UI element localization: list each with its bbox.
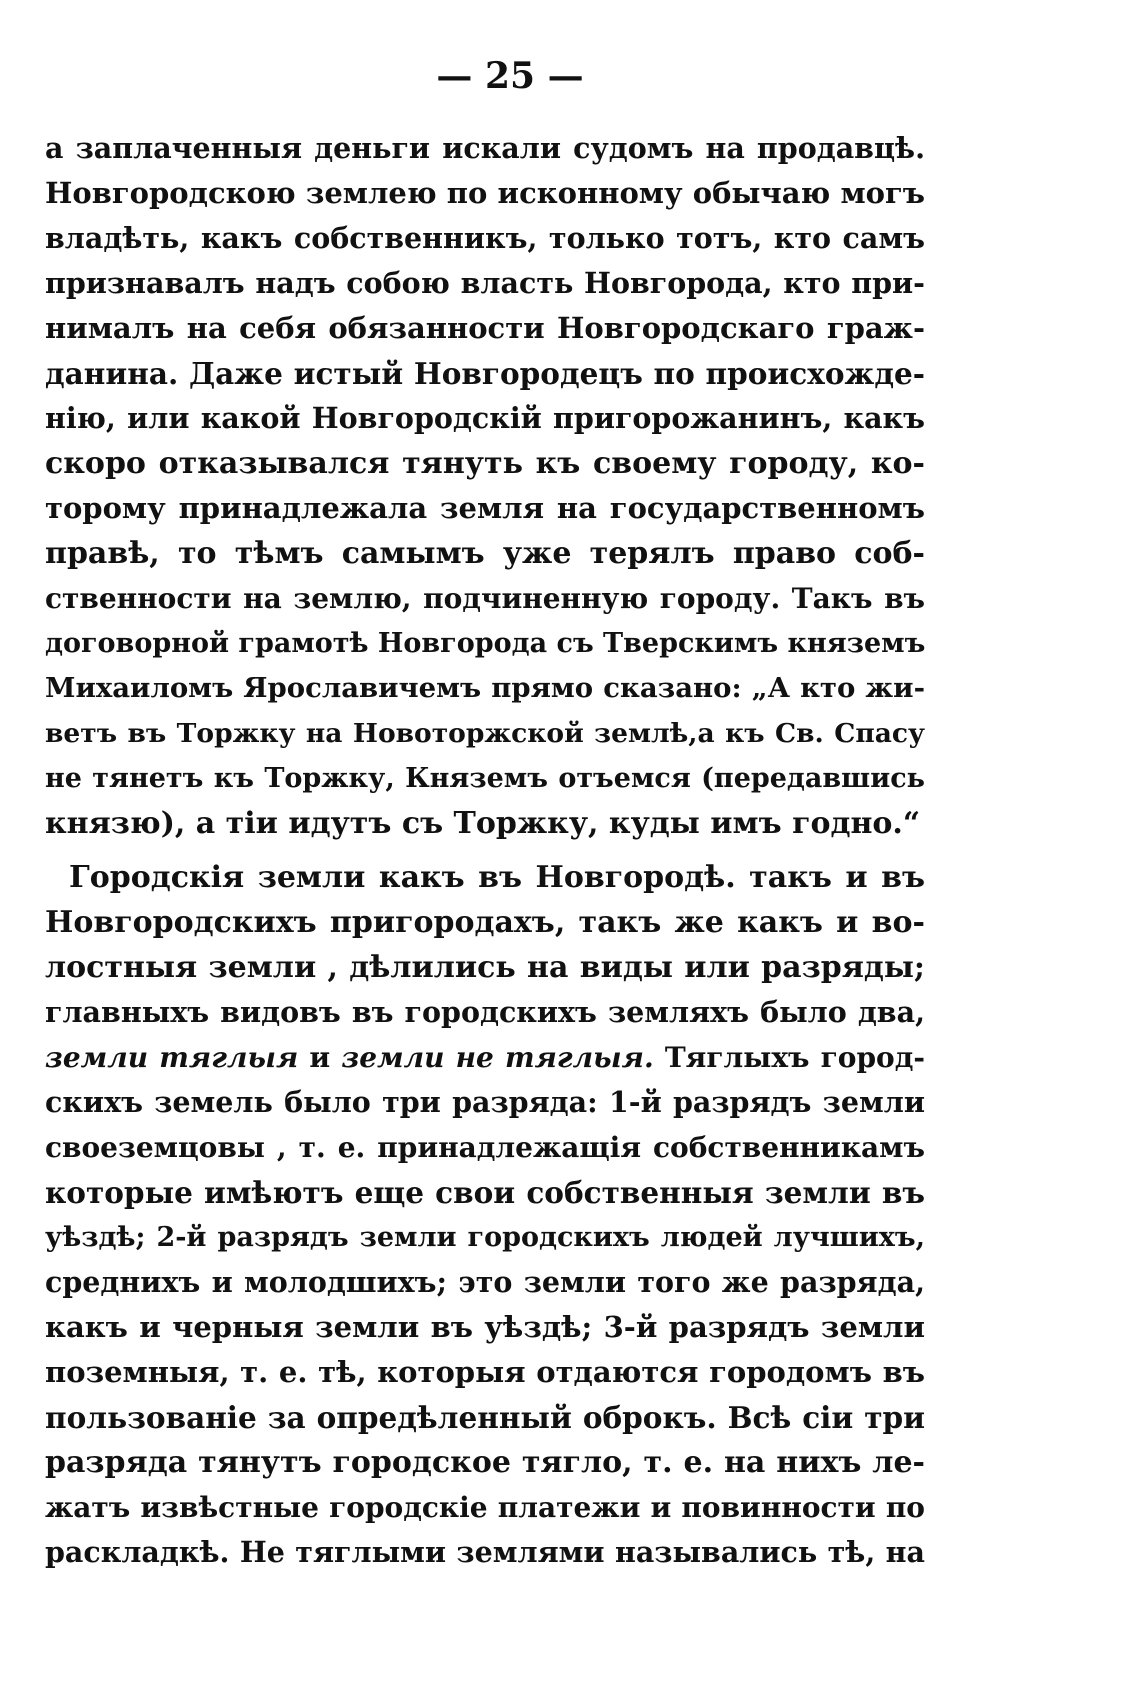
- text-line: жатъ извѣстные городскіе платежи и повинности по: [45, 1491, 925, 1524]
- text-line: торому принадлежала земля на государственномъ: [45, 491, 925, 525]
- paragraph-gap: [45, 846, 925, 855]
- text-line: среднихъ и молодшихъ; это земли того же разряда,: [45, 1265, 925, 1299]
- text-line: владѣть, какъ собственникъ, только тотъ, кто самъ: [45, 221, 925, 255]
- text-line: не тянетъ къ Торжку, Княземъ отъемся (передавшись: [45, 763, 925, 794]
- text-line: раскладкѣ. Не тяглыми землями назывались тѣ, на: [45, 1535, 925, 1569]
- paragraph-2: [45, 855, 925, 1575]
- text-line: какъ и черныя земли въ уѣздѣ; 3-й разрядъ земли: [45, 1310, 925, 1344]
- text-line: своеземцовы , т. е. принадлежащія собственникамъ: [45, 1131, 925, 1164]
- text-line: нію, или какой Новгородскій пригорожанинъ, какъ: [45, 401, 925, 435]
- text-line: признавалъ надъ собою власть Новгорода, кто при-: [45, 266, 925, 300]
- text-line: данина. Даже истый Новгородецъ по происхожде-: [45, 356, 925, 391]
- emphasis-text: земли не тяглыя.: [341, 1041, 654, 1074]
- body-text: [45, 126, 925, 1575]
- text-line: ственности на землю, подчиненную городу. Такъ въ: [45, 582, 925, 615]
- text-line: которые имѣютъ еще свои собственныя земли въ: [45, 1175, 925, 1210]
- text-line: ветъ въ Торжку на Новоторжской землѣ,а къ Св. Спасу: [45, 718, 925, 749]
- text-line: а заплаченныя деньги искали судомъ на продавцѣ.: [45, 131, 925, 165]
- paragraph-1: [45, 126, 925, 846]
- text-line: Городскія земли какъ въ Новгородѣ. такъ и въ: [69, 860, 925, 895]
- text-line: договорной грамотѣ Новгорода съ Тверскимъ княземъ: [45, 628, 926, 659]
- text-line: правѣ, то тѣмъ самымъ уже терялъ право соб-: [45, 536, 925, 571]
- page-number: — 25 —: [436, 55, 584, 97]
- text-line: скихъ земель было три разряда: 1-й разрядъ земли: [45, 1085, 925, 1119]
- text-line: Новгородскихъ пригородахъ, такъ же какъ и во-: [45, 905, 925, 940]
- text-line: Новгородскою землею по исконному обычаю могъ: [45, 176, 925, 210]
- text-line: уѣздѣ; 2-й разрядъ земли городскихъ людей лучшихъ,: [45, 1222, 925, 1253]
- text-line: Михаиломъ Ярославичемъ прямо сказано: „А кто жи-: [45, 672, 925, 704]
- emphasis-text: земли тяглыя: [45, 1041, 299, 1074]
- text-line: князю), а тіи идутъ съ Торжку, куды имъ годно.“: [45, 806, 921, 841]
- text-line: разряда тянутъ городское тягло, т. е. на нихъ ле-: [45, 1445, 925, 1480]
- plain-text: и: [298, 1041, 342, 1074]
- plain-text: Тяглыхъ город-: [653, 1041, 926, 1074]
- text-line: главныхъ видовъ въ городскихъ земляхъ было два,: [45, 995, 925, 1029]
- text-line: поземныя, т. е. тѣ, которыя отдаются городомъ въ: [45, 1355, 925, 1389]
- text-line-mixed: [45, 1035, 925, 1080]
- text-line: пользованіе за опредѣленный оброкъ. Всѣ сіи три: [45, 1400, 925, 1435]
- text-line: лостныя земли , дѣлились на виды или разряды;: [45, 950, 925, 985]
- text-line: скоро отказывался тянуть къ своему городу, ко-: [45, 446, 925, 481]
- text-line: нималъ на себя обязанности Новгородскаго граж-: [45, 311, 925, 345]
